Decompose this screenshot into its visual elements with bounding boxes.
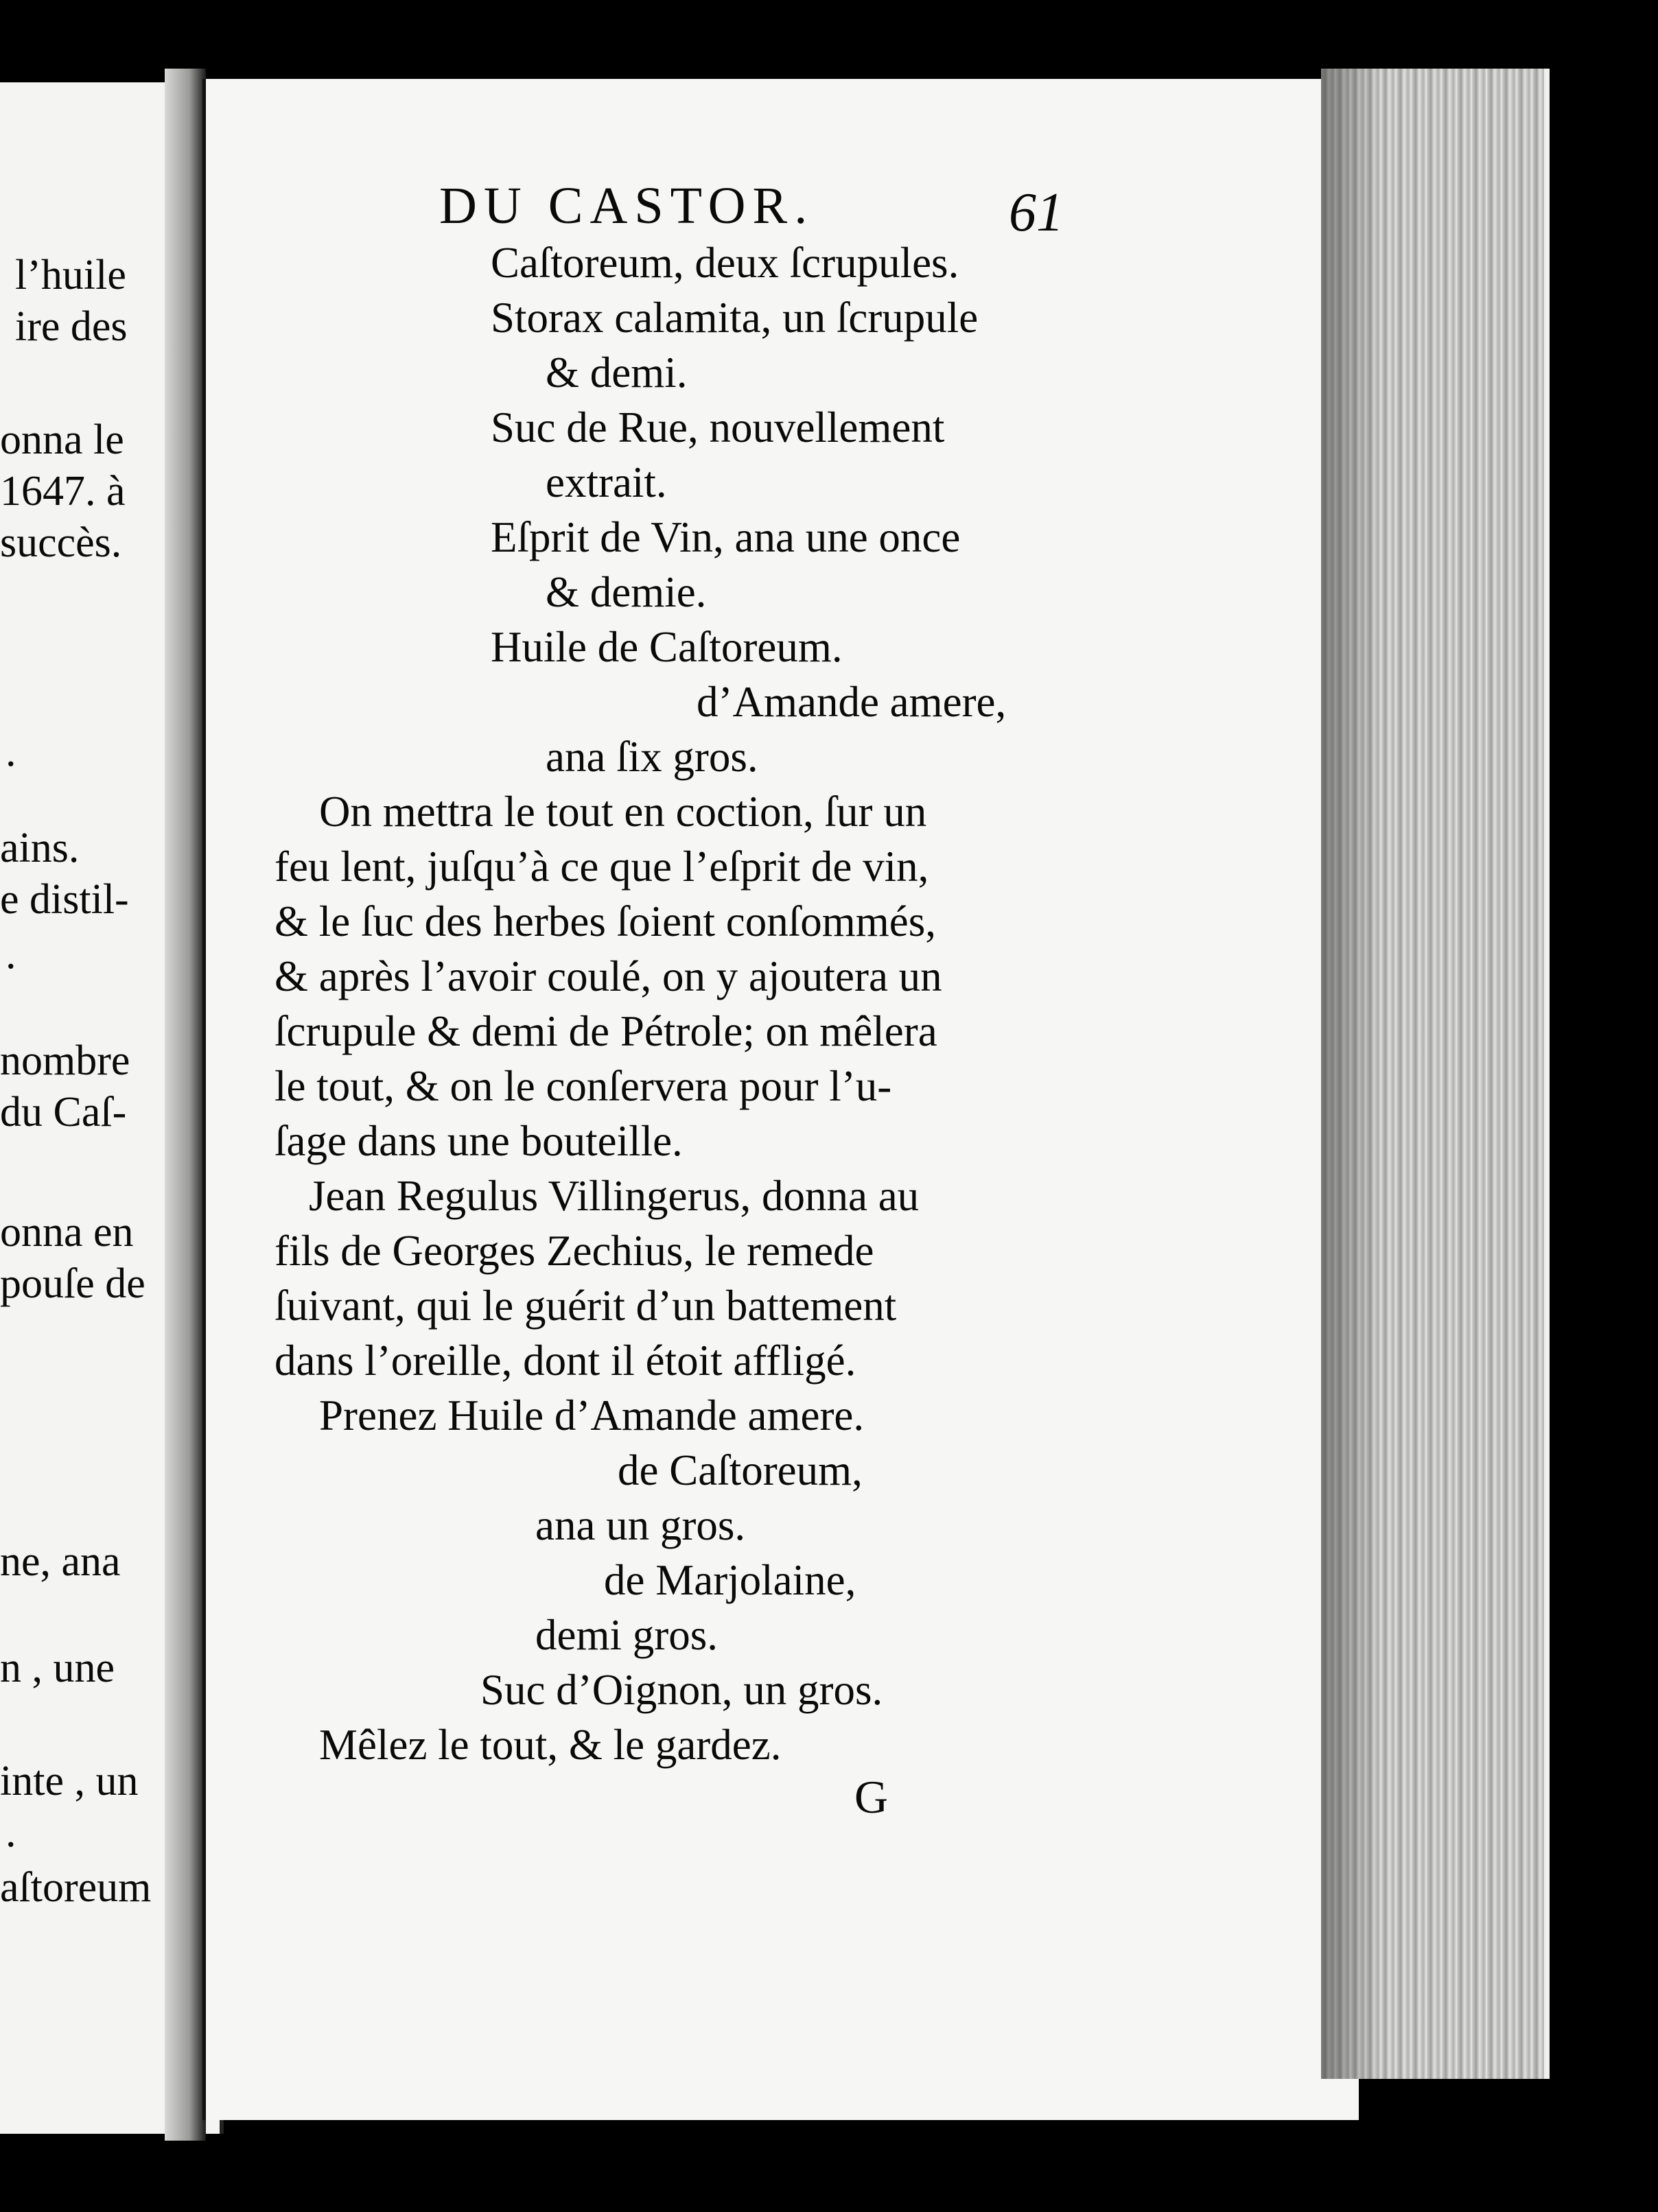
left-text-line: . xyxy=(5,729,16,775)
text-line: Mêlez le tout, & le gardez. xyxy=(319,1721,782,1769)
left-text-line: inte , un xyxy=(0,1758,139,1804)
left-text-line: . xyxy=(5,1809,16,1856)
text-line: & demie. xyxy=(546,568,707,616)
text-line: Huile de Caſtoreum. xyxy=(491,623,843,671)
page-number: 61 xyxy=(1009,183,1064,243)
running-head: DU CASTOR. xyxy=(439,177,815,235)
left-text-line: l’huile xyxy=(15,252,126,298)
text-line: demi gros. xyxy=(535,1611,718,1659)
text-line: d’Amande amere, xyxy=(697,678,1007,726)
text-line: extrait. xyxy=(546,458,667,506)
text-line: le tout, & on le conſervera pour l’u- xyxy=(275,1062,892,1110)
signature-mark: G xyxy=(854,1771,889,1823)
page-edge-shadow xyxy=(1321,69,1383,2079)
left-text-line: aſtoreum xyxy=(0,1864,152,1911)
text-line: Suc d’Oignon, un gros. xyxy=(480,1666,883,1714)
text-line: & le ſuc des herbes ſoient conſommés, xyxy=(275,897,937,945)
text-line: ſcrupule & demi de Pétrole; on mêlera xyxy=(275,1007,937,1055)
left-text-line: nombre xyxy=(0,1037,130,1084)
book-gutter xyxy=(165,69,206,2141)
left-text-line: 1647. à xyxy=(0,468,126,515)
left-text-line: pouſe de xyxy=(0,1260,145,1307)
text-line: Jean Regulus Villingerus, donna au xyxy=(309,1172,920,1220)
text-line: fils de Georges Zechius, le remede xyxy=(275,1227,874,1275)
text-line: Eſprit de Vin, ana une once xyxy=(491,513,961,561)
text-line: Caſtoreum, deux ſcrupules. xyxy=(491,239,959,287)
text-line: Prenez Huile d’Amande amere. xyxy=(319,1391,865,1439)
left-text-line: succès. xyxy=(0,519,122,566)
text-line: feu lent, juſqu’à ce que l’eſprit de vin, xyxy=(275,843,929,891)
text-line: dans l’oreille, dont il étoit affligé. xyxy=(275,1337,856,1385)
text-line: & après l’avoir coulé, on y ajoutera un xyxy=(275,952,942,1000)
left-text-line: ne, ana xyxy=(0,1538,121,1585)
text-line: On mettra le tout en coction, ſur un xyxy=(319,788,927,836)
text-line: de Caſtoreum, xyxy=(618,1446,863,1494)
text-line: ſuivant, qui le guérit d’un battement xyxy=(275,1282,897,1330)
left-text-line: du Caſ- xyxy=(0,1089,127,1136)
left-text-line: onna en xyxy=(0,1209,134,1256)
left-text-line: e distil- xyxy=(0,876,129,923)
text-line: Suc de Rue, nouvellement xyxy=(491,403,945,451)
text-line: de Marjolaine, xyxy=(604,1556,856,1604)
text-line: & demi. xyxy=(546,349,688,397)
text-line: Storax calamita, un ſcrupule xyxy=(491,294,979,342)
left-text-line: n , une xyxy=(0,1645,115,1691)
text-line: ſage dans une bouteille. xyxy=(275,1117,683,1165)
left-text-line: onna le xyxy=(0,416,124,463)
left-text-line: ains. xyxy=(0,825,80,871)
left-text-line: . xyxy=(5,931,16,978)
text-line: ana ſix gros. xyxy=(546,733,758,781)
left-text-line: ire des xyxy=(15,303,128,350)
text-line: ana un gros. xyxy=(535,1501,746,1549)
